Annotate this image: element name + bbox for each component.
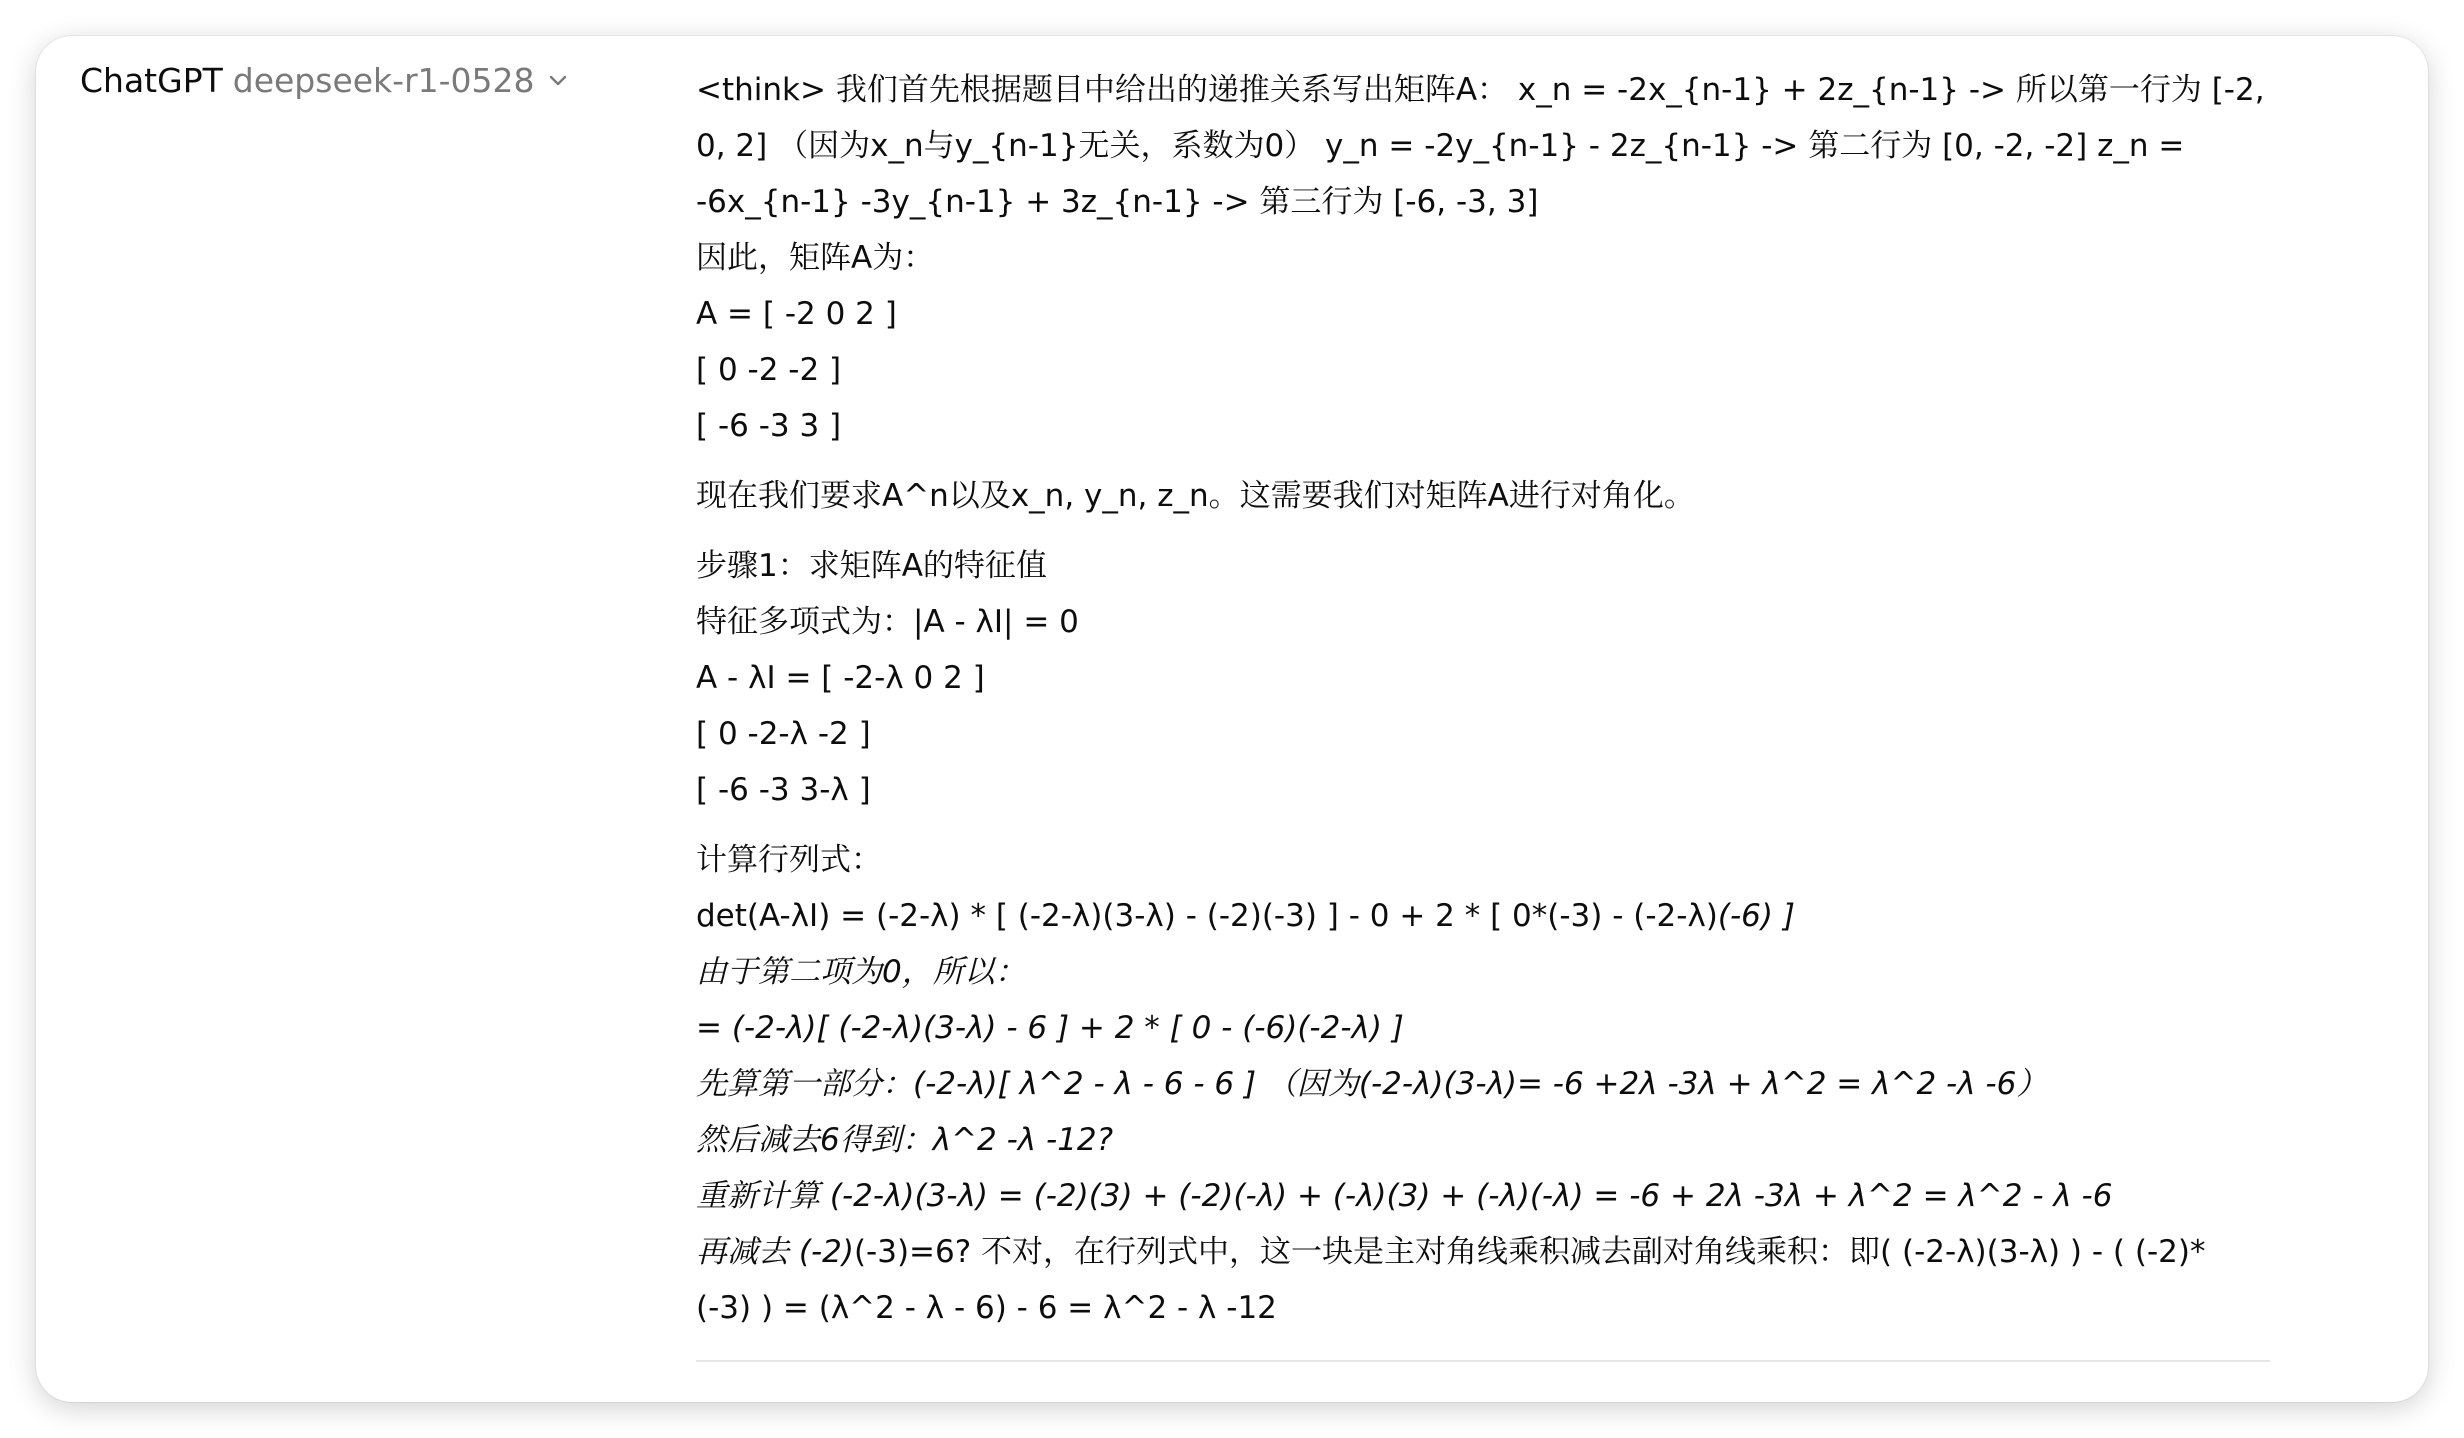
matrix-row: [ -6 -3 3 ] [696, 408, 842, 444]
step-heading: 步骤1：求矩阵A的特征值 [696, 548, 1047, 584]
message-paragraph: 重新计算 (-2-λ)(3-λ) = (-2)(3) + (-2)(-λ) + (-λ)(3) + (-λ)(-λ) = -6 + 2λ -3λ + λ^2 = λ^2 - λ -6 [696, 1178, 2113, 1214]
assistant-message [696, 62, 2270, 1422]
message-paragraph: 然后减去6得到：λ^2 -λ -12? [696, 1122, 1114, 1158]
message-paragraph: <think> 我们首先根据题目中给出的递推关系写出矩阵A： x_n = -2x_{n-1} + 2z_{n-1} -> 所以第一行为 [-2, 0, 2] （因为x_n与y_{n-1}无关，系数为0） y_n = -2y_{n-1} - 2z_{n-1} -> 第二行为 [0, -2, -2] z_n = -6x_{n-1} -3y_{n-1} + 3z_{n-1} -> 第三行为 [-6, -3, 3] [696, 72, 2265, 220]
chevron-down-icon[interactable] [547, 69, 569, 91]
message-paragraph: 特征多项式为：|A - λI| = 0 [696, 604, 1079, 640]
message-paragraph: 现在我们要求A^n以及x_n, y_n, z_n。这需要我们对矩阵A进行对角化。 [696, 478, 1695, 514]
matrix-row: [ 0 -2 -2 ] [696, 352, 842, 388]
message-paragraph: = (-2-λ)[ (-2-λ)(3-λ) - 6 ] + 2 * [ 0 - (-6)(-2-λ) ] [696, 1010, 1404, 1046]
divider [696, 1360, 2270, 1362]
message-paragraph: 再减去 (-2)(-3)=6? 不对，在行列式中，这一块是主对角线乘积减去副对角线乘积：即( (-2-λ)(3-λ) ) - ( (-2)* (-3) ) = (λ^2 - λ - 6) - 6 = λ^2 - λ -12 [696, 1234, 2206, 1326]
message-paragraph: 先算第一部分：(-2-λ)[ λ^2 - λ - 6 - 6 ] （因为(-2-λ)(3-λ)= -6 +2λ -3λ + λ^2 = λ^2 -λ -6） [696, 1066, 2048, 1102]
model-selector[interactable] [80, 52, 569, 108]
app-name: ChatGPT [80, 60, 223, 100]
matrix-row: A - λI = [ -2-λ 0 2 ] [696, 660, 985, 696]
determinant-line: det(A-λI) = (-2-λ) * [ (-2-λ)(3-λ) - (-2)(-3) ] - 0 + 2 * [ 0*(-3) - (-2-λ)(-6) ] [696, 898, 1795, 934]
message-paragraph: 计算行列式： [696, 842, 882, 878]
message-paragraph: 由于第二项为0，所以： [696, 954, 1026, 990]
model-name: deepseek-r1-0528 [232, 60, 535, 100]
matrix-row: [ -6 -3 3-λ ] [696, 772, 871, 808]
matrix-row: [ 0 -2-λ -2 ] [696, 716, 871, 752]
matrix-row: A = [ -2 0 2 ] [696, 296, 897, 332]
message-paragraph: 因此，矩阵A为： [696, 240, 935, 276]
